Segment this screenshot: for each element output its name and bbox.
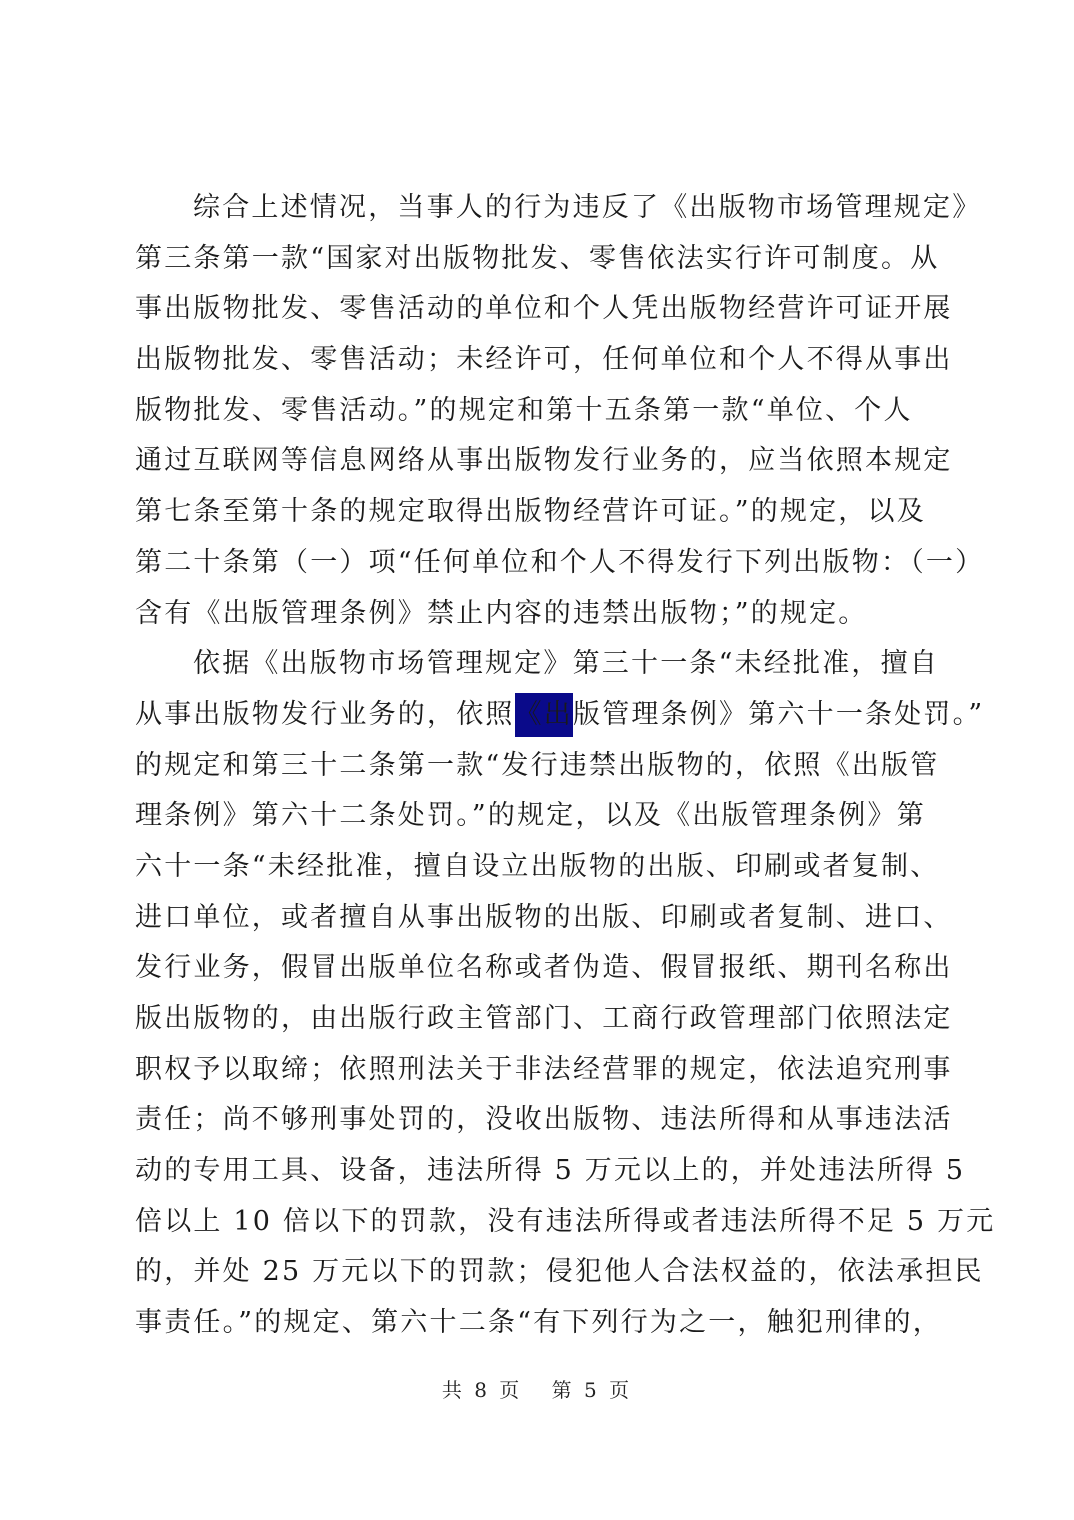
- paragraph-2-line-2: [135, 690, 985, 741]
- paragraph-1-line-3: 事出版物批发、零售活动的单位和个人凭出版物经营许可证开展: [135, 293, 953, 325]
- paragraph-2-line-6: 进口单位，或者擅自从事出版物的出版、印刷或者复制、进口、: [135, 901, 953, 933]
- paragraph-2-line-13: 的，并处 25 万元以下的罚款；侵犯他人合法权益的，依法承担民: [135, 1256, 984, 1288]
- paragraph-2-line-7: 发行业务，假冒出版单位名称或者伪造、假冒报纸、期刊名称出: [135, 952, 953, 984]
- text-selection-highlight[interactable]: 《出: [515, 693, 573, 737]
- paragraph-1-line-9: 含有《出版管理条例》禁止内容的违禁出版物；”的规定。: [135, 597, 868, 629]
- paragraph-1-line-6: 通过互联网等信息网络从事出版物发行业务的，应当依照本规定: [135, 445, 953, 477]
- paragraph-1-line-2: 第三条第一款“国家对出版物批发、零售依法实行许可制度。从: [135, 242, 940, 274]
- paragraph-2-line-1: 依据《出版物市场管理规定》第三十一条“未经批准，擅自: [193, 648, 940, 680]
- paragraph-2-line-9: 职权予以取缔；依照刑法关于非法经营罪的规定，依法追究刑事: [135, 1053, 953, 1085]
- total-pages-label: 共 8 页: [441, 1378, 523, 1402]
- body-text: [135, 183, 996, 1349]
- paragraph-2-line-4: 理条例》第六十二条处罚。”的规定，以及《出版管理条例》第: [135, 800, 926, 832]
- paragraph-1-line-8: 第二十条第（一）项“任何单位和个人不得发行下列出版物：（一）: [135, 546, 985, 578]
- paragraph-1-line-7: 第七条至第十条的规定取得出版物经营许可证。”的规定，以及: [135, 496, 926, 528]
- paragraph-2-line-14: 事责任。”的规定、第六十二条“有下列行为之一，触犯刑律的，: [135, 1307, 942, 1339]
- current-page-label: 第 5 页: [551, 1378, 633, 1402]
- paragraph-2-line-12: 倍以上 10 倍以下的罚款，没有违法所得或者违法所得不足 5 万元: [135, 1205, 996, 1237]
- paragraph-2-line-11: 动的专用工具、设备，违法所得 5 万元以上的，并处违法所得 5: [135, 1155, 966, 1187]
- paragraph-1-line-5: 版物批发、零售活动。”的规定和第十五条第一款“单位、个人: [135, 394, 913, 426]
- paragraph-1-line-1: 综合上述情况，当事人的行为违反了《出版物市场管理规定》: [193, 192, 982, 223]
- paragraph-1-line-4: 出版物批发、零售活动；未经许可，任何单位和个人不得从事出: [135, 344, 953, 376]
- paragraph-2-line-5: 六十一条“未经批准，擅自设立出版物的出版、印刷或者复制、: [135, 850, 940, 882]
- paragraph-2-line-10: 责任；尚不够刑事处罚的，没收出版物、违法所得和从事违法活: [135, 1104, 953, 1136]
- paragraph-2-line-3: 的规定和第三十二条第一款“发行违禁出版物的，依照《出版管: [135, 749, 940, 781]
- paragraph-2-line-8: 版出版物的，由出版行政主管部门、工商行政管理部门依照法定: [135, 1003, 953, 1034]
- page-footer: [0, 1374, 1074, 1403]
- text-segment: 从事出版物发行业务的，依照: [135, 698, 515, 730]
- text-segment: 版管理条例》第六十一条处罚。”: [573, 698, 985, 730]
